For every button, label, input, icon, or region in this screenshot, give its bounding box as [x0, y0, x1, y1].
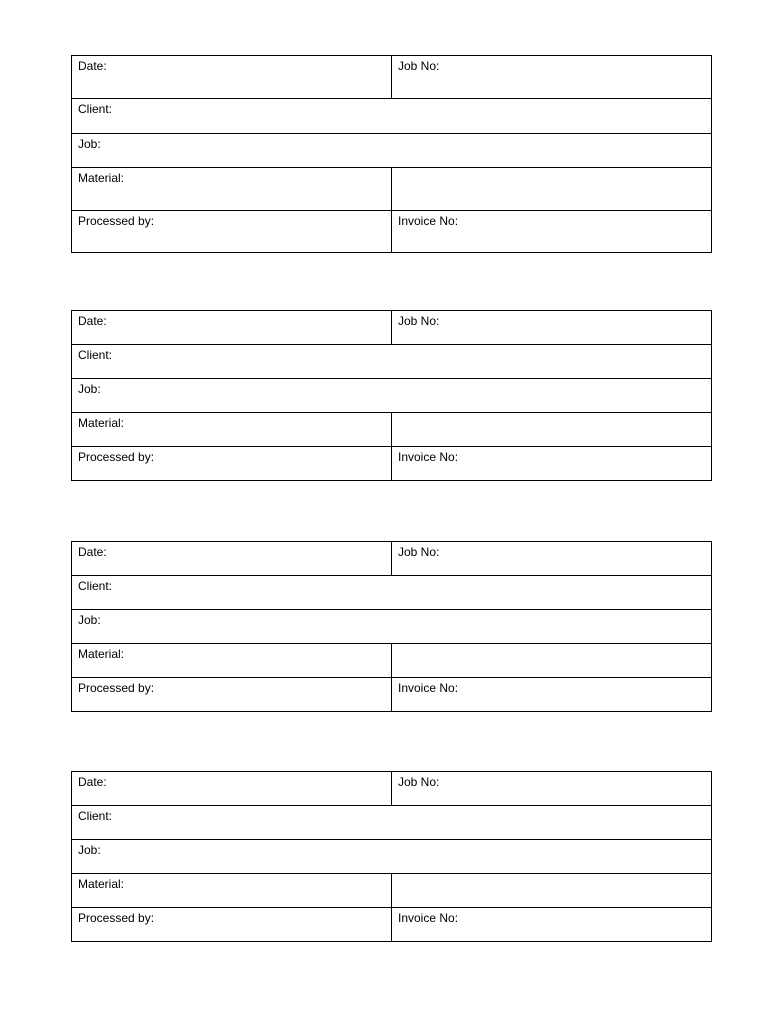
processed-by-label: Processed by: [78, 681, 155, 695]
invoice-no-label: Invoice No: [398, 911, 459, 925]
job-no-cell[interactable] [392, 772, 712, 806]
job-cell[interactable] [72, 379, 712, 413]
form-row-client [72, 806, 712, 840]
material-cell[interactable] [72, 168, 392, 211]
date-cell[interactable] [72, 542, 392, 576]
form-row-material [72, 168, 712, 211]
client-cell[interactable] [72, 99, 712, 134]
invoice-no-cell[interactable] [392, 908, 712, 942]
invoice-no-label: Invoice No: [398, 681, 459, 695]
material-extra-cell[interactable] [392, 413, 712, 447]
client-label: Client: [78, 579, 113, 593]
job-no-cell[interactable] [392, 542, 712, 576]
job-label: Job: [78, 137, 101, 151]
date-label: Date: [78, 314, 107, 328]
form-row-job [72, 134, 712, 168]
material-extra-cell[interactable] [392, 168, 712, 211]
job-form-3 [71, 541, 712, 712]
processed-by-label: Processed by: [78, 911, 155, 925]
material-cell[interactable] [72, 644, 392, 678]
invoice-no-label: Invoice No: [398, 450, 459, 464]
processed-by-label: Processed by: [78, 214, 155, 228]
invoice-no-cell[interactable] [392, 211, 712, 253]
date-label: Date: [78, 545, 107, 559]
client-cell[interactable] [72, 576, 712, 610]
material-label: Material: [78, 647, 125, 661]
invoice-no-cell[interactable] [392, 447, 712, 481]
client-cell[interactable] [72, 345, 712, 379]
invoice-no-label: Invoice No: [398, 214, 459, 228]
processed-by-cell[interactable] [72, 908, 392, 942]
date-cell[interactable] [72, 311, 392, 345]
form-row-date [72, 772, 712, 806]
processed-by-cell[interactable] [72, 447, 392, 481]
material-extra-cell[interactable] [392, 874, 712, 908]
client-cell[interactable] [72, 806, 712, 840]
job-no-label: Job No: [398, 545, 440, 559]
material-label: Material: [78, 171, 125, 185]
job-cell[interactable] [72, 610, 712, 644]
client-label: Client: [78, 102, 113, 116]
processed-by-cell[interactable] [72, 678, 392, 712]
material-label: Material: [78, 877, 125, 891]
client-label: Client: [78, 348, 113, 362]
form-row-date [72, 56, 712, 99]
form-row-client [72, 576, 712, 610]
invoice-no-cell[interactable] [392, 678, 712, 712]
job-cell[interactable] [72, 840, 712, 874]
date-label: Date: [78, 775, 107, 789]
job-no-cell[interactable] [392, 311, 712, 345]
form-row-processed [72, 211, 712, 253]
form-row-material [72, 644, 712, 678]
date-label: Date: [78, 59, 107, 73]
job-form-2 [71, 310, 712, 481]
job-label: Job: [78, 382, 101, 396]
date-cell[interactable] [72, 56, 392, 99]
form-row-job [72, 379, 712, 413]
job-no-label: Job No: [398, 59, 440, 73]
material-label: Material: [78, 416, 125, 430]
processed-by-label: Processed by: [78, 450, 155, 464]
client-label: Client: [78, 809, 113, 823]
form-row-material [72, 874, 712, 908]
job-no-label: Job No: [398, 775, 440, 789]
form-row-processed [72, 908, 712, 942]
form-row-processed [72, 678, 712, 712]
form-row-date [72, 542, 712, 576]
form-row-date [72, 311, 712, 345]
form-row-material [72, 413, 712, 447]
job-label: Job: [78, 843, 101, 857]
material-cell[interactable] [72, 874, 392, 908]
processed-by-cell[interactable] [72, 211, 392, 253]
form-row-client [72, 345, 712, 379]
job-form-1 [71, 55, 712, 253]
form-row-processed [72, 447, 712, 481]
job-form-4 [71, 771, 712, 942]
material-cell[interactable] [72, 413, 392, 447]
form-row-job [72, 610, 712, 644]
job-no-cell[interactable] [392, 56, 712, 99]
date-cell[interactable] [72, 772, 392, 806]
job-no-label: Job No: [398, 314, 440, 328]
form-row-job [72, 840, 712, 874]
form-row-client [72, 99, 712, 134]
job-label: Job: [78, 613, 101, 627]
material-extra-cell[interactable] [392, 644, 712, 678]
job-cell[interactable] [72, 134, 712, 168]
